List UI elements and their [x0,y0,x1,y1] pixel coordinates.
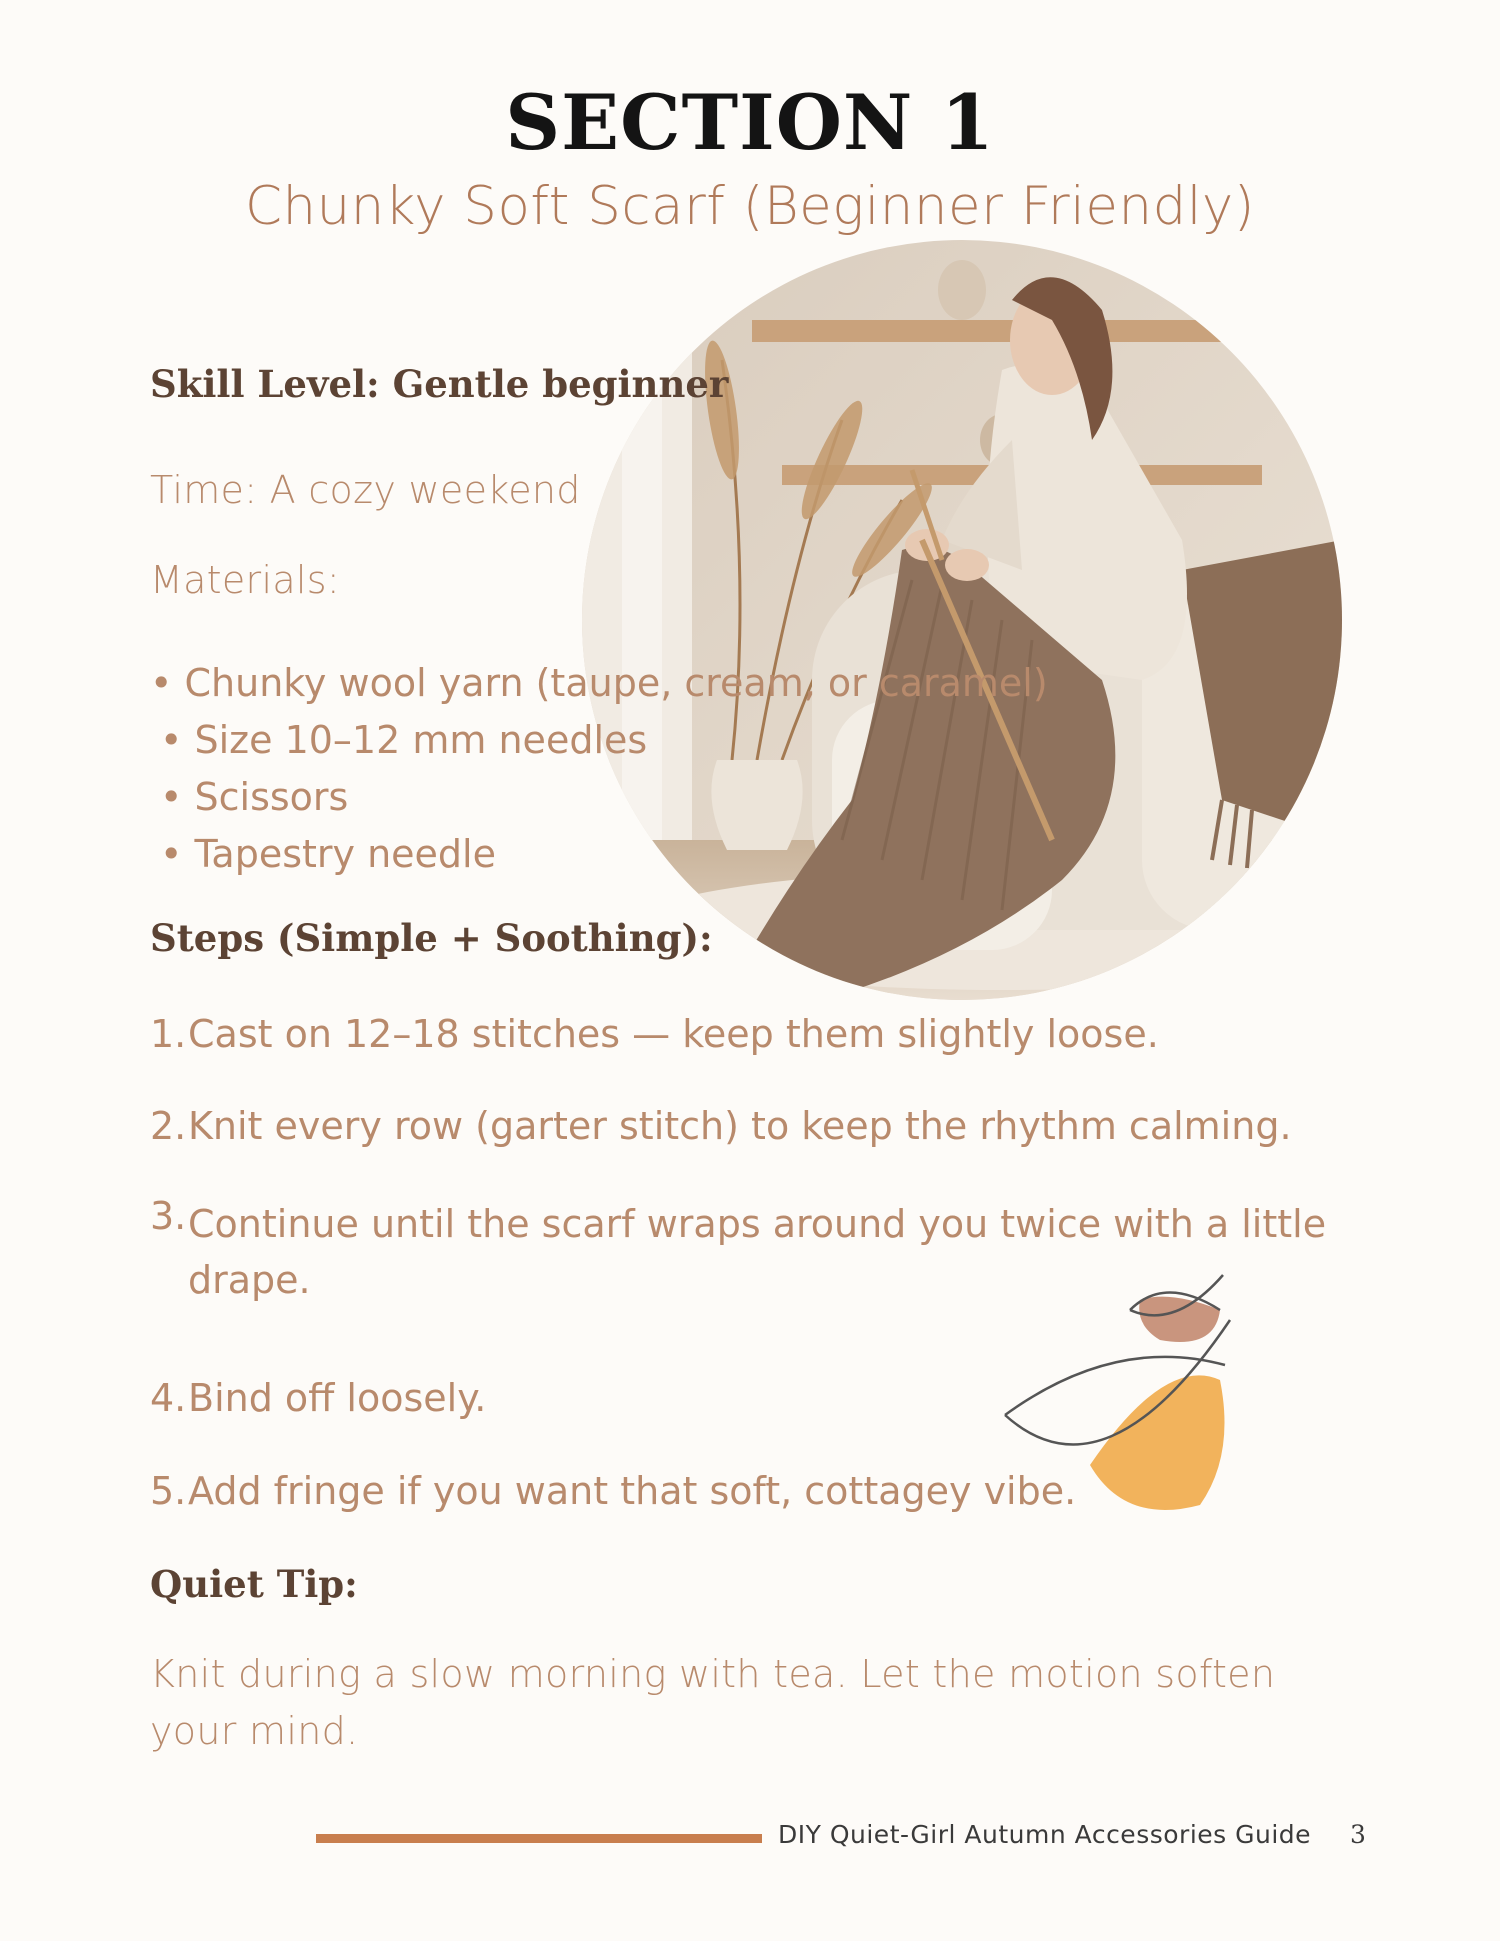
page-subtitle: Chunky Soft Scarf (Beginner Friendly) [245,176,1255,237]
step-text: Bind off loosely. [188,1376,487,1420]
footer-divider [316,1834,762,1843]
step-text: Knit every row (garter stitch) to keep the rhythm calming. [188,1104,1292,1148]
list-item: • Chunky wool yarn (taupe, cream, or caramel) [150,661,1048,705]
step-text: Cast on 12–18 stitches — keep them slightly loose. [188,1012,1159,1056]
materials-label: Materials: [150,558,340,602]
step-number: 2. [150,1104,187,1148]
step-text: Add fringe if you want that soft, cottagey vibe. [188,1469,1077,1513]
guide-title: DIY Quiet-Girl Autumn Accessories Guide [778,1820,1312,1849]
tip-text: Knit during a slow morning with tea. Let the motion soften your mind. [150,1652,1276,1753]
steps-label: Steps (Simple + Soothing): [150,916,713,960]
step-text: Continue until the scarf wraps around you twice with a little drape. [188,1202,1327,1302]
step-number: 1. [150,1012,187,1056]
section-title: SECTION 1 [505,78,995,167]
list-item: • Size 10–12 mm needles [160,718,648,762]
list-item: • Scissors [160,775,349,819]
materials-list [150,655,1048,883]
tip-label: Quiet Tip: [150,1562,358,1606]
knitting-photo [582,240,1342,1000]
leaf-decoration [995,1255,1255,1525]
list-item: • Tapestry needle [160,832,496,876]
step-number: 4. [150,1376,187,1420]
woman-knitting-illustration [582,240,1342,1000]
skill-level: Skill Level: Gentle beginner [150,362,729,406]
time-estimate: Time: A cozy weekend [150,468,581,512]
step-number: 5. [150,1469,187,1513]
page-number: 3 [1350,1820,1366,1849]
step-number: 3. [150,1194,187,1238]
